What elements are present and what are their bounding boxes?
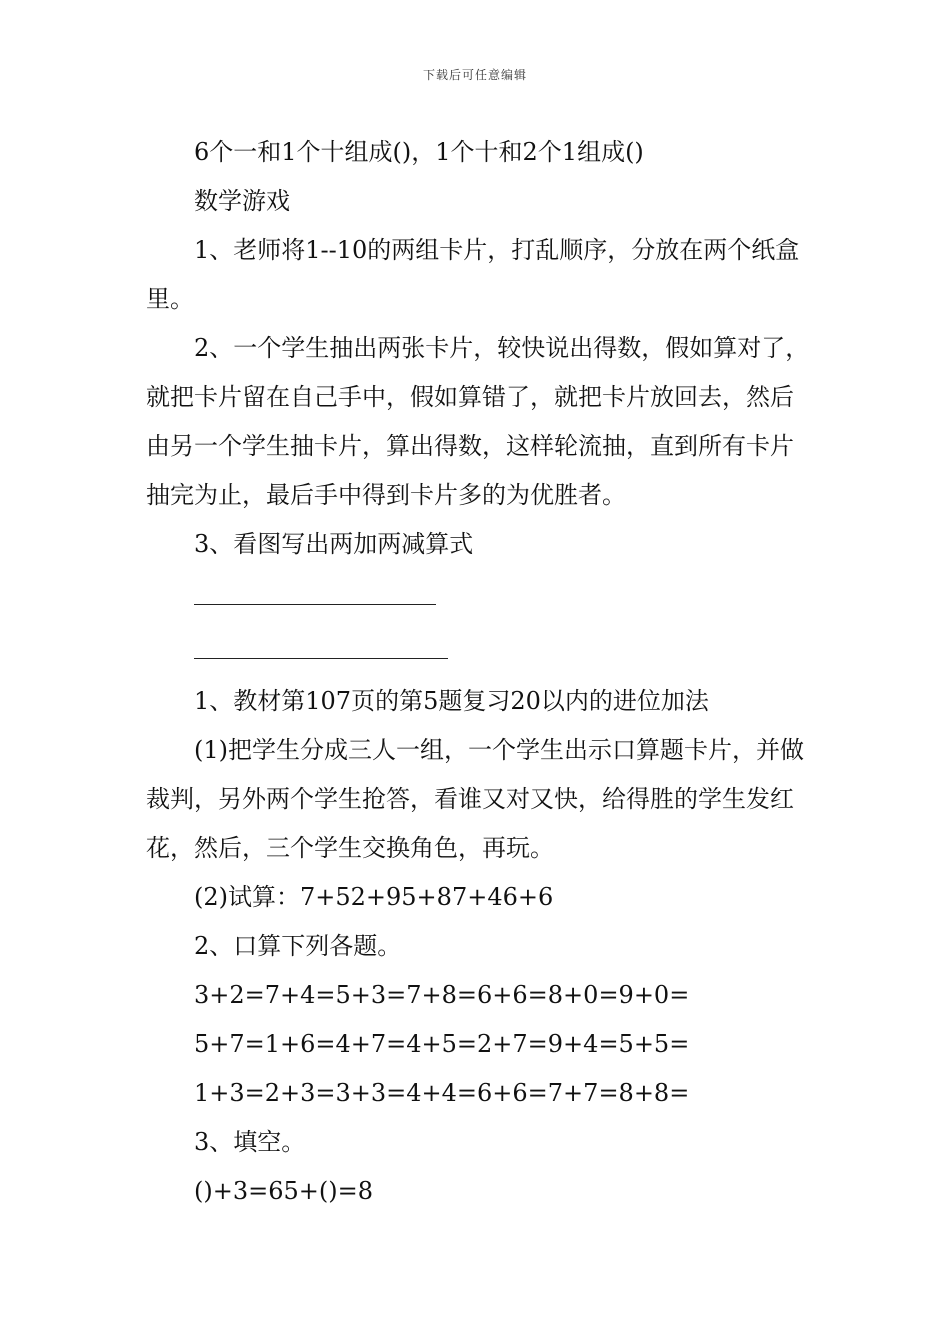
answer-blank-line [146, 569, 812, 623]
paragraph-textbook-exercise: 1、教材第107页的第5题复习20以内的进位加法 [194, 687, 709, 715]
section-heading-math-game: 数学游戏 [194, 187, 290, 215]
paragraph-composition-question: 6个一和1个十组成()，1个十和2个1组成() [194, 138, 644, 166]
paragraph-game-step-2: 2、一个学生抽出两张卡片，较快说出得数，假如算对了，就把卡片留在自己手中，假如算错了，就把卡片放回去，然后由另一个学生抽卡片，算出得数，这样轮流抽，直到所有卡片抽完为止，最后手中得到卡片多的为优胜者。 [146, 334, 810, 509]
paragraph-game-step-3: 3、看图写出两加两减算式 [194, 530, 474, 558]
paragraph-trial-calculation: (2)试算：7+52+95+87+46+6 [194, 883, 554, 911]
answer-underline [194, 604, 436, 605]
answer-blank-line [146, 623, 812, 677]
document-body [146, 128, 812, 1216]
page-header: 下载后可任意编辑 [422, 68, 527, 82]
mental-math-row-2: 5+7=1+6=4+7=4+5=2+7=9+4=5+5= [194, 1030, 690, 1058]
paragraph-mental-math-heading: 2、口算下列各题。 [194, 932, 402, 960]
answer-underline [194, 658, 448, 659]
paragraph-game-step-1: 1、老师将1--10的两组卡片，打乱顺序，分放在两个纸盒里。 [146, 236, 800, 313]
mental-math-row-3: 1+3=2+3=3+3=4+4=6+6=7+7=8+8= [194, 1079, 690, 1107]
mental-math-row-1: 3+2=7+4=5+3=7+8=6+6=8+0=9+0= [194, 981, 690, 1009]
paragraph-group-activity: (1)把学生分成三人一组，一个学生出示口算题卡片，并做裁判，另外两个学生抢答，看谁又对又快，给得胜的学生发红花，然后，三个学生交换角色，再玩。 [146, 736, 804, 862]
paragraph-fill-in-heading: 3、填空。 [194, 1128, 306, 1156]
fill-in-equation: ()+3=65+()=8 [194, 1177, 373, 1205]
